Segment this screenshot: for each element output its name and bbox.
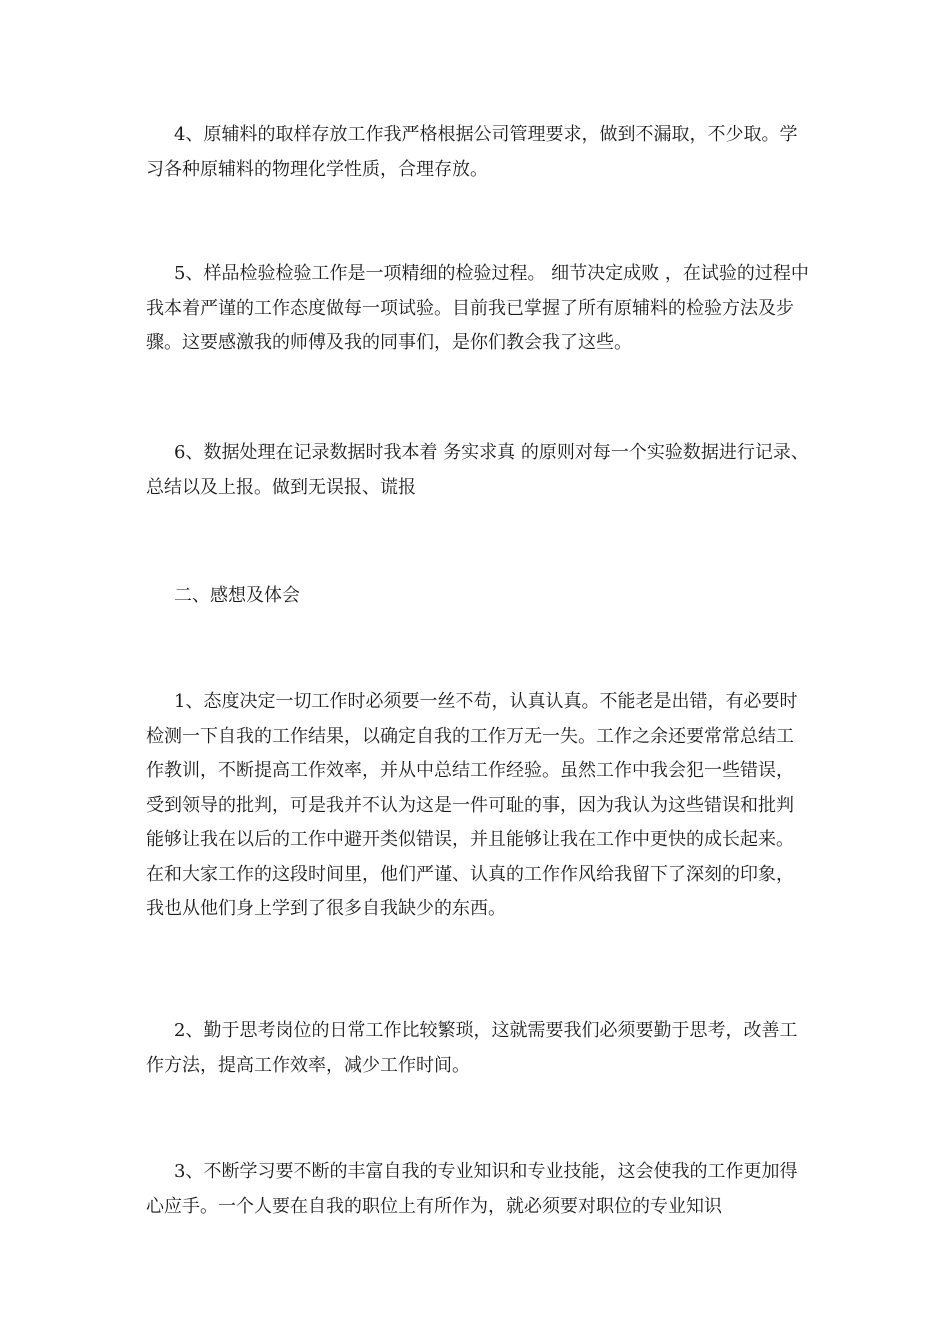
paragraph-section2-item-1: 1、态度决定一切工作时必须要一丝不苟，认真认真。不能老是出错，有必要时检测一下自我的工作结果，以确定自我的工作万无一失。工作之余还要常常总结工作教训，不断提高工作效率，并从中总结工作经验。虽然工作中我会犯一些错误，受到领导的批判，可是我并不认为这是一件可耻的事，因为我认为这些错误和批判能够让我在以后的工作中避开类似错误，并且能够让我在工作中更快的成长起来。在和大家工作的这段时间里，他们严谨、认真的工作作风给我留下了深刻的印象，我也从他们身上学到了很多自我缺少的东西。 <box>146 691 798 919</box>
paragraph-item-5: 5、样品检验检验工作是一项精细的检验过程。 细节决定成败 ，在试验的过程中我本着严谨的工作态度做每一项试验。目前我已掌握了所有原辅料的检验方法及步骤。这要感激我的师傅及我的同事们，是你们教会我了这些。 <box>146 263 809 353</box>
paragraph-item-6: 6、数据处理在记录数据时我本着 务实求真 的原则对每一个实验数据进行记录、总结以及上报。做到无误报、谎报 <box>146 442 809 498</box>
paragraph-section2-item-3: 3、不断学习要不断的丰富自我的专业知识和专业技能，这会使我的工作更加得心应手。一个人要在自我的职位上有所作为，就必须要对职位的专业知识 <box>146 1161 798 1217</box>
paragraph-section2-item-2: 2、勤于思考岗位的日常工作比较繁琐，这就需要我们必须要勤于思考，改善工作方法，提高工作效率，减少工作时间。 <box>146 1020 798 1076</box>
section-heading-2: 二、感想及体会 <box>174 585 300 606</box>
paragraph-item-4: 4、原辅料的取样存放工作我严格根据公司管理要求，做到不漏取，不少取。学习各种原辅料的物理化学性质，合理存放。 <box>146 124 798 180</box>
